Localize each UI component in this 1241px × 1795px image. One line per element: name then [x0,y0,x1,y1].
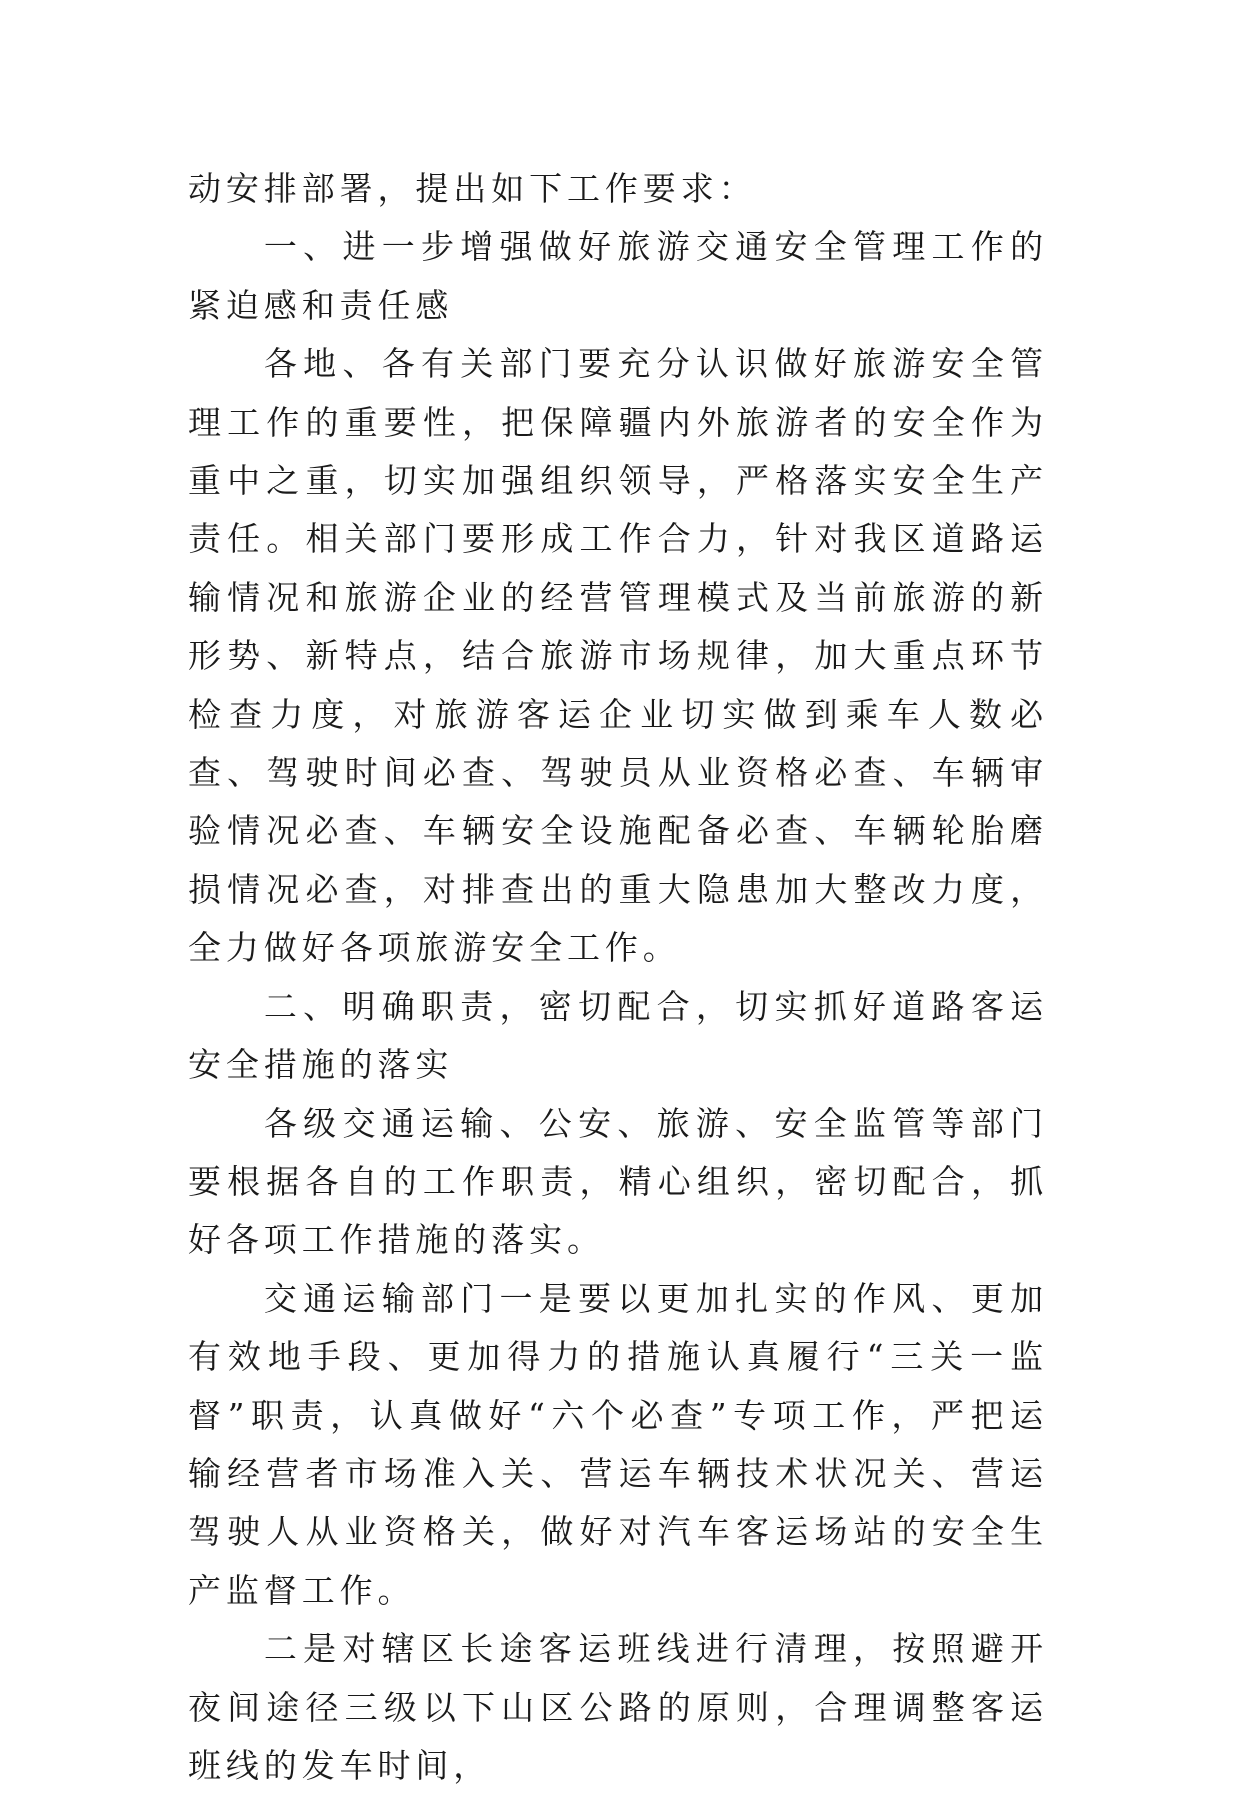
paragraph-body: 各级交通运输、公安、旅游、安全监管等部门要根据各自的工作职责，精心组织，密切配合，抓好各项工作措施的落实。 [188,1103,1048,1260]
section-heading-1: 一、进一步增强做好旅游交通安全管理工作的紧迫感和责任感 [188,227,1048,325]
section-heading-2: 二、明确职责，密切配合，切实抓好道路客运安全措施的落实 [188,986,1048,1085]
paragraph-body: 二是对辖区长途客运班线进行清理，按照避开夜间途径三级以下山区公路的原则，合理调整客运班线的发车时间， [188,1629,1048,1785]
paragraph-continuation: 动安排部署，提出如下工作要求： [188,169,757,208]
paragraph-body: 交通运输部门一是要以更加扎实的作风、更加有效地手段、更加得力的措施认真履行“三关一监督”职责，认真做好“六个必查”专项工作，严把运输经营者市场准入关、营运车辆技术状况关、营运驾驶人从业资格关，做好对汽车客运场站的安全生产监督工作。 [188,1278,1048,1610]
document-body [188,160,1048,1795]
paragraph-body: 各地、各有关部门要充分认识做好旅游安全管理工作的重要性，把保障疆内外旅游者的安全作为重中之重，切实加强组织领导，严格落实安全生产责任。相关部门要形成工作合力，针对我区道路运输情况和旅游企业的经营管理模式及当前旅游的新形势、新特点，结合旅游市场规律，加大重点环节检查力度，对旅游客运企业切实做到乘车人数必查、驾驶时间必查、驾驶员从业资格必查、车辆审验情况必查、车辆安全设施配备必查、车辆轮胎磨损情况必查，对排查出的重大隐患加大整改力度，全力做好各项旅游安全工作。 [188,344,1048,968]
